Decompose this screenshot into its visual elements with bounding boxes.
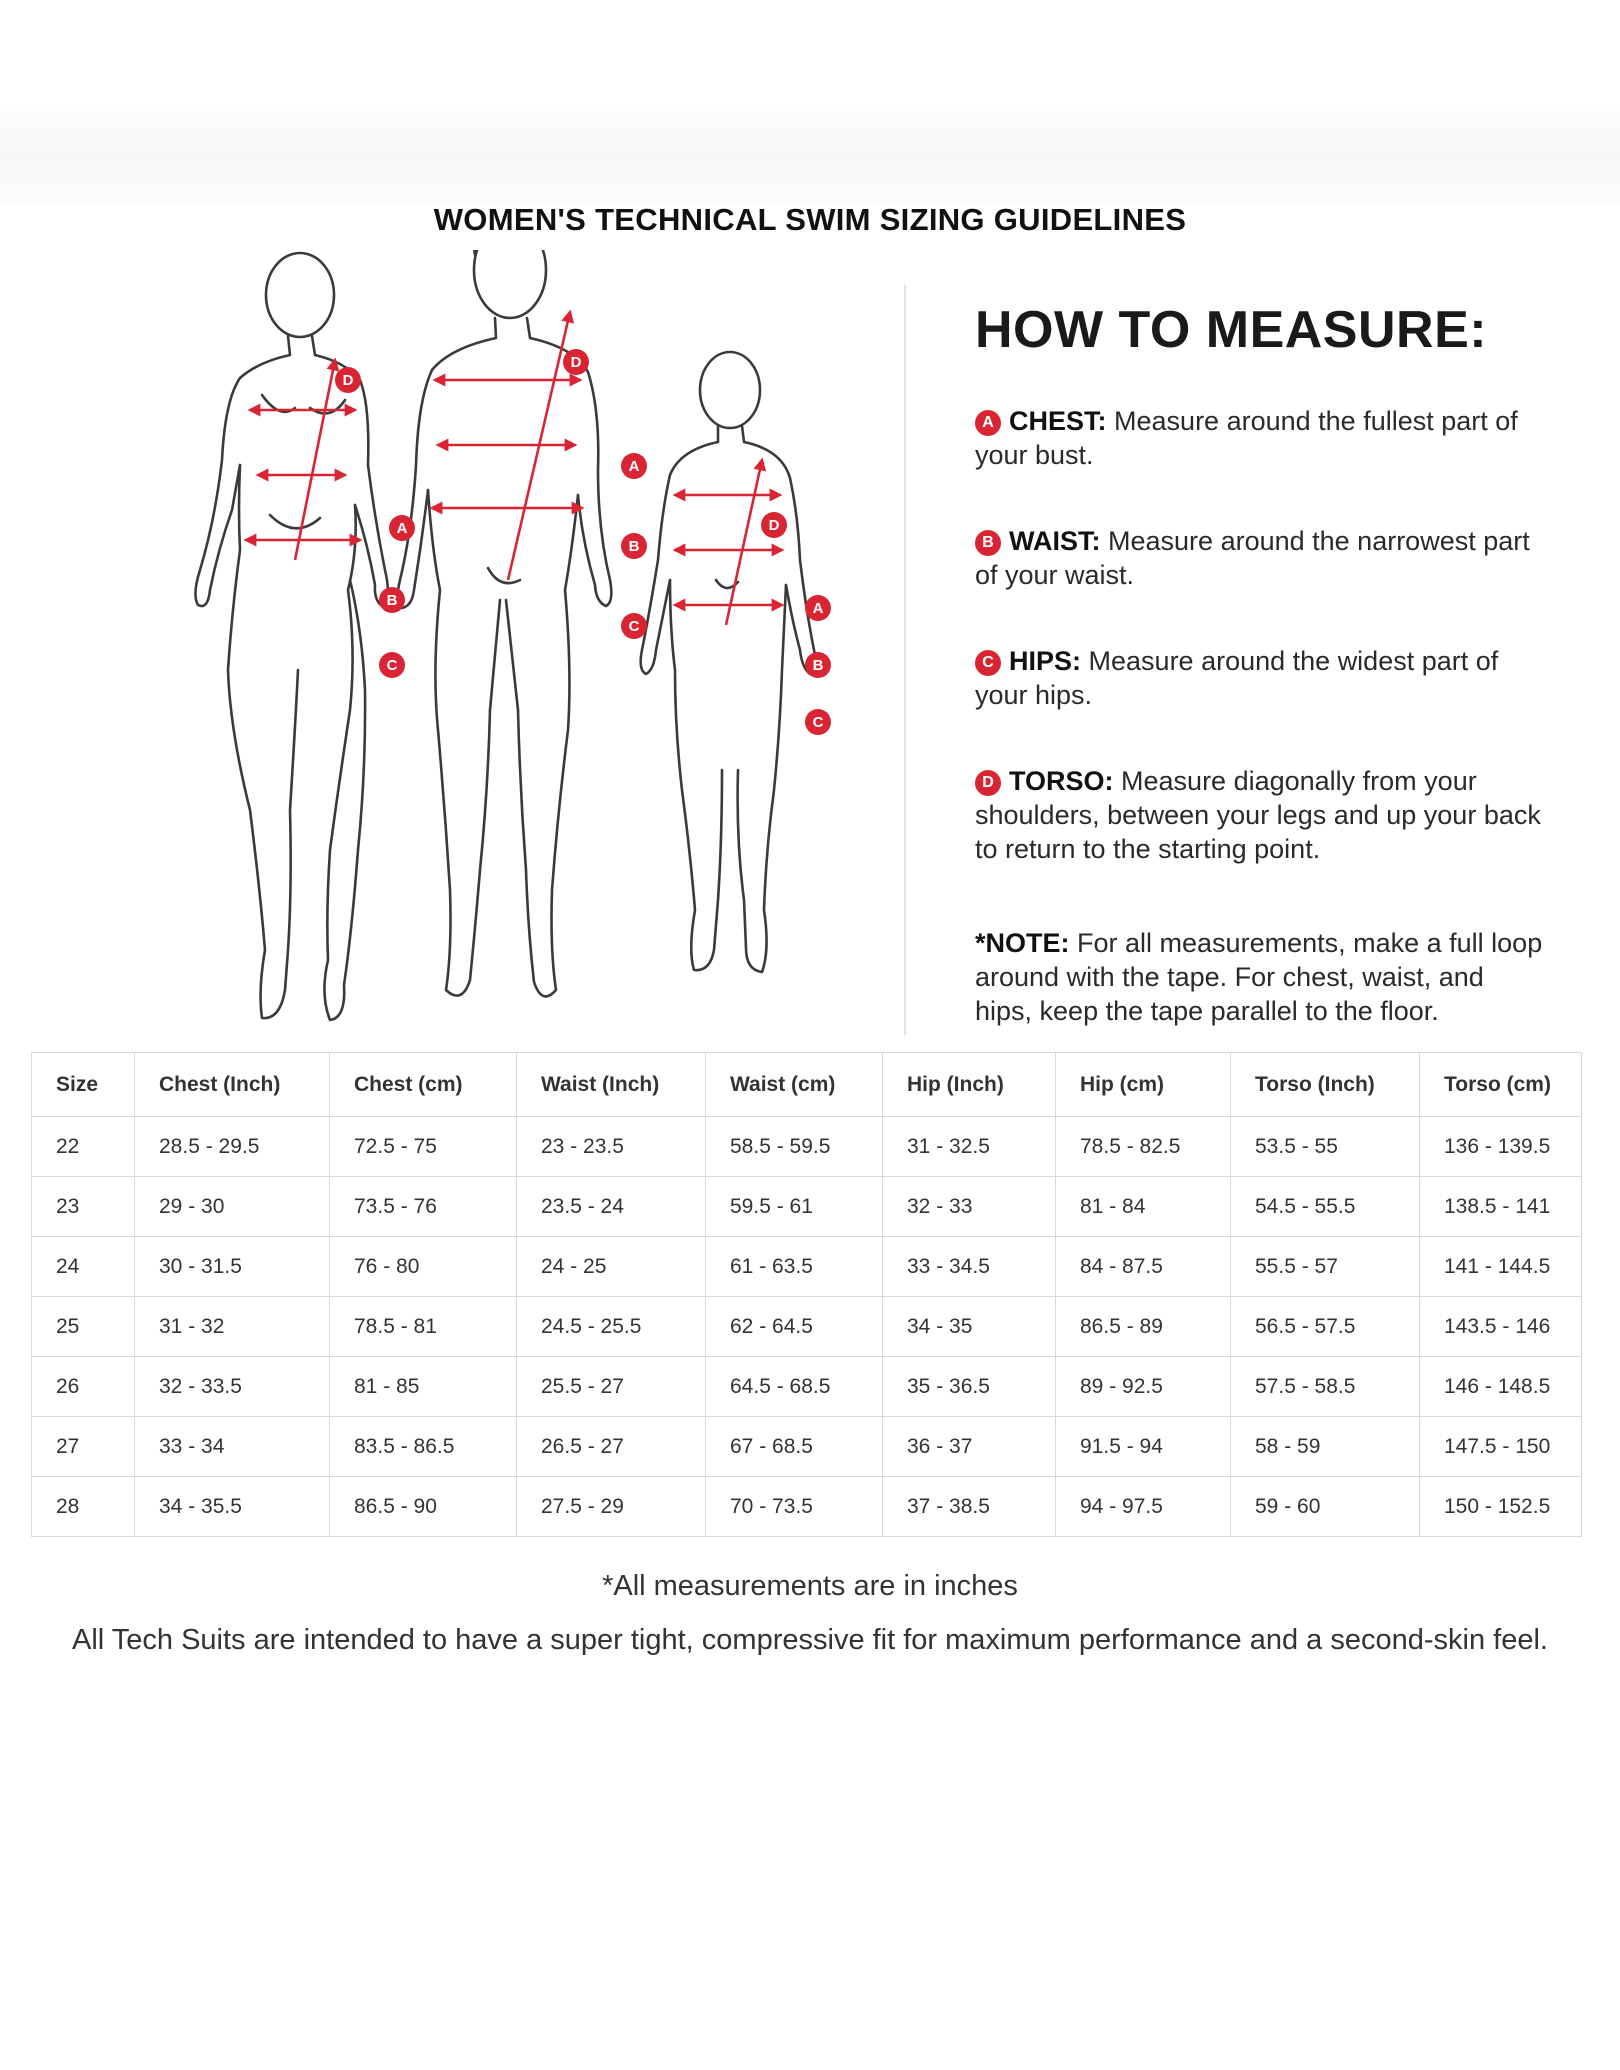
badge-b-center (621, 533, 647, 559)
instruction-label: TORSO: (1009, 766, 1114, 796)
table-cell: 53.5 - 55 (1231, 1117, 1420, 1177)
table-cell: 81 - 84 (1056, 1177, 1231, 1237)
size-chart-table (31, 1052, 1582, 1537)
table-cell: 94 - 97.5 (1056, 1477, 1231, 1537)
instruction-text: Measure around the widest part of your hips. (975, 646, 1499, 710)
table-cell: 27.5 - 29 (517, 1477, 706, 1537)
vertical-divider (904, 285, 906, 1035)
table-cell: 37 - 38.5 (883, 1477, 1056, 1537)
table-cell: 33 - 34 (135, 1417, 330, 1477)
table-cell: 72.5 - 75 (330, 1117, 517, 1177)
badge-c-left (379, 652, 405, 678)
figure-left (195, 253, 387, 1020)
table-cell: 81 - 85 (330, 1357, 517, 1417)
table-cell: 24 (32, 1237, 135, 1297)
how-to-measure-panel (975, 300, 1545, 1028)
table-cell: 36 - 37 (883, 1417, 1056, 1477)
table-cell: 146 - 148.5 (1420, 1357, 1582, 1417)
page-title: WOMEN'S TECHNICAL SWIM SIZING GUIDELINES (433, 202, 1187, 237)
how-to-measure-heading: HOW TO MEASURE: (975, 301, 1488, 359)
svg-text:C: C (628, 618, 640, 635)
table-cell: 24 - 25 (517, 1237, 706, 1297)
instruction-label: WAIST: (1009, 526, 1101, 556)
svg-text:C: C (386, 657, 398, 674)
table-cell: 33 - 34.5 (883, 1237, 1056, 1297)
table-cell: 86.5 - 89 (1056, 1297, 1231, 1357)
instruction-label: CHEST: (1009, 406, 1107, 436)
svg-text:A: A (396, 520, 408, 537)
svg-text:C: C (812, 714, 824, 731)
svg-text:A: A (812, 600, 824, 617)
table-cell: 73.5 - 76 (330, 1177, 517, 1237)
badge-c-right (805, 709, 831, 735)
table-cell: 23 - 23.5 (517, 1117, 706, 1177)
table-cell: 35 - 36.5 (883, 1357, 1056, 1417)
badge-d-icon: D (975, 770, 1001, 796)
note-label: *NOTE: (975, 928, 1070, 958)
table-cell: 31 - 32.5 (883, 1117, 1056, 1177)
units-footnote: *All measurements are in inches (602, 1570, 1018, 1602)
table-cell: 30 - 31.5 (135, 1237, 330, 1297)
table-cell: 28.5 - 29.5 (135, 1117, 330, 1177)
table-cell: 23.5 - 24 (517, 1177, 706, 1237)
table-row (32, 1477, 1582, 1537)
table-cell: 76 - 80 (330, 1237, 517, 1297)
badge-c-center (621, 613, 647, 639)
table-cell: 25.5 - 27 (517, 1357, 706, 1417)
table-cell: 34 - 35.5 (135, 1477, 330, 1537)
table-row (32, 1117, 1582, 1177)
size-chart-body (32, 1117, 1582, 1537)
column-header: Waist (Inch) (517, 1053, 706, 1117)
svg-text:D: D (768, 517, 780, 534)
badge-a-right (805, 595, 831, 621)
column-header: Chest (cm) (330, 1053, 517, 1117)
table-cell: 143.5 - 146 (1420, 1297, 1582, 1357)
column-header: Size (32, 1053, 135, 1117)
svg-text:D: D (342, 372, 354, 389)
instruction-text: Measure diagonally from your shoulders, between your legs and up your back to return to the starting point. (975, 766, 1541, 864)
badge-c-icon: C (975, 650, 1001, 676)
table-cell: 64.5 - 68.5 (706, 1357, 883, 1417)
svg-text:D: D (570, 354, 582, 371)
table-cell: 70 - 73.5 (706, 1477, 883, 1537)
table-cell: 28 (32, 1477, 135, 1537)
table-cell: 54.5 - 55.5 (1231, 1177, 1420, 1237)
measurement-figures-illustration (170, 250, 870, 1040)
table-cell: 56.5 - 57.5 (1231, 1297, 1420, 1357)
table-cell: 86.5 - 90 (330, 1477, 517, 1537)
table-row (32, 1237, 1582, 1297)
svg-text:B: B (812, 657, 824, 674)
table-cell: 32 - 33.5 (135, 1357, 330, 1417)
table-cell: 24.5 - 25.5 (517, 1297, 706, 1357)
table-cell: 23 (32, 1177, 135, 1237)
badge-a-center (621, 453, 647, 479)
column-header: Hip (Inch) (883, 1053, 1056, 1117)
table-cell: 59 - 60 (1231, 1477, 1420, 1537)
instruction-label: HIPS: (1009, 646, 1082, 676)
badge-d-right (761, 512, 787, 538)
badge-d-center (563, 349, 589, 375)
table-row (32, 1357, 1582, 1417)
badge-a-icon: A (975, 410, 1001, 436)
instruction-torso (975, 764, 1545, 866)
table-cell: 62 - 64.5 (706, 1297, 883, 1357)
column-header: Torso (cm) (1420, 1053, 1582, 1117)
table-cell: 67 - 68.5 (706, 1417, 883, 1477)
table-cell: 32 - 33 (883, 1177, 1056, 1237)
table-cell: 57.5 - 58.5 (1231, 1357, 1420, 1417)
table-cell: 78.5 - 82.5 (1056, 1117, 1231, 1177)
table-cell: 89 - 92.5 (1056, 1357, 1231, 1417)
note-text: For all measurements, make a full loop around with the tape. For chest, waist, and hips, keep the tape parallel to the floor. (975, 928, 1543, 1026)
instruction-chest (975, 404, 1545, 472)
instruction-text: Measure around the narrowest part of your waist. (975, 526, 1530, 590)
table-cell: 58 - 59 (1231, 1417, 1420, 1477)
table-cell: 61 - 63.5 (706, 1237, 883, 1297)
badge-b-left (379, 587, 405, 613)
figure-right (641, 352, 816, 972)
table-cell: 25 (32, 1297, 135, 1357)
table-cell: 84 - 87.5 (1056, 1237, 1231, 1297)
badge-b-right (805, 652, 831, 678)
column-header: Chest (Inch) (135, 1053, 330, 1117)
badge-a-left (389, 515, 415, 541)
instruction-text: Measure around the fullest part of your bust. (975, 406, 1518, 470)
table-cell: 26 (32, 1357, 135, 1417)
table-cell: 31 - 32 (135, 1297, 330, 1357)
column-header: Hip (cm) (1056, 1053, 1231, 1117)
badge-b-icon: B (975, 530, 1001, 556)
svg-text:B: B (386, 592, 398, 609)
column-header: Waist (cm) (706, 1053, 883, 1117)
fit-note: All Tech Suits are intended to have a super tight, compressive fit for maximum performance and a second-skin feel. (72, 1624, 1548, 1656)
table-cell: 26.5 - 27 (517, 1417, 706, 1477)
column-header: Torso (Inch) (1231, 1053, 1420, 1117)
table-cell: 34 - 35 (883, 1297, 1056, 1357)
table-row (32, 1297, 1582, 1357)
table-cell: 136 - 139.5 (1420, 1117, 1582, 1177)
table-cell: 58.5 - 59.5 (706, 1117, 883, 1177)
instruction-hips (975, 644, 1545, 712)
svg-text:A: A (628, 458, 640, 475)
badge-d-left (335, 367, 361, 393)
table-cell: 83.5 - 86.5 (330, 1417, 517, 1477)
table-cell: 22 (32, 1117, 135, 1177)
svg-text:B: B (628, 538, 640, 555)
table-header-row (32, 1053, 1582, 1117)
table-row (32, 1417, 1582, 1477)
table-cell: 78.5 - 81 (330, 1297, 517, 1357)
table-cell: 147.5 - 150 (1420, 1417, 1582, 1477)
measurement-note (975, 926, 1545, 1028)
table-cell: 55.5 - 57 (1231, 1237, 1420, 1297)
table-cell: 91.5 - 94 (1056, 1417, 1231, 1477)
table-cell: 59.5 - 61 (706, 1177, 883, 1237)
instruction-waist (975, 524, 1545, 592)
table-cell: 138.5 - 141 (1420, 1177, 1582, 1237)
table-cell: 150 - 152.5 (1420, 1477, 1582, 1537)
table-cell: 141 - 144.5 (1420, 1237, 1582, 1297)
top-band (0, 105, 1620, 205)
table-cell: 27 (32, 1417, 135, 1477)
table-cell: 29 - 30 (135, 1177, 330, 1237)
table-row (32, 1177, 1582, 1237)
